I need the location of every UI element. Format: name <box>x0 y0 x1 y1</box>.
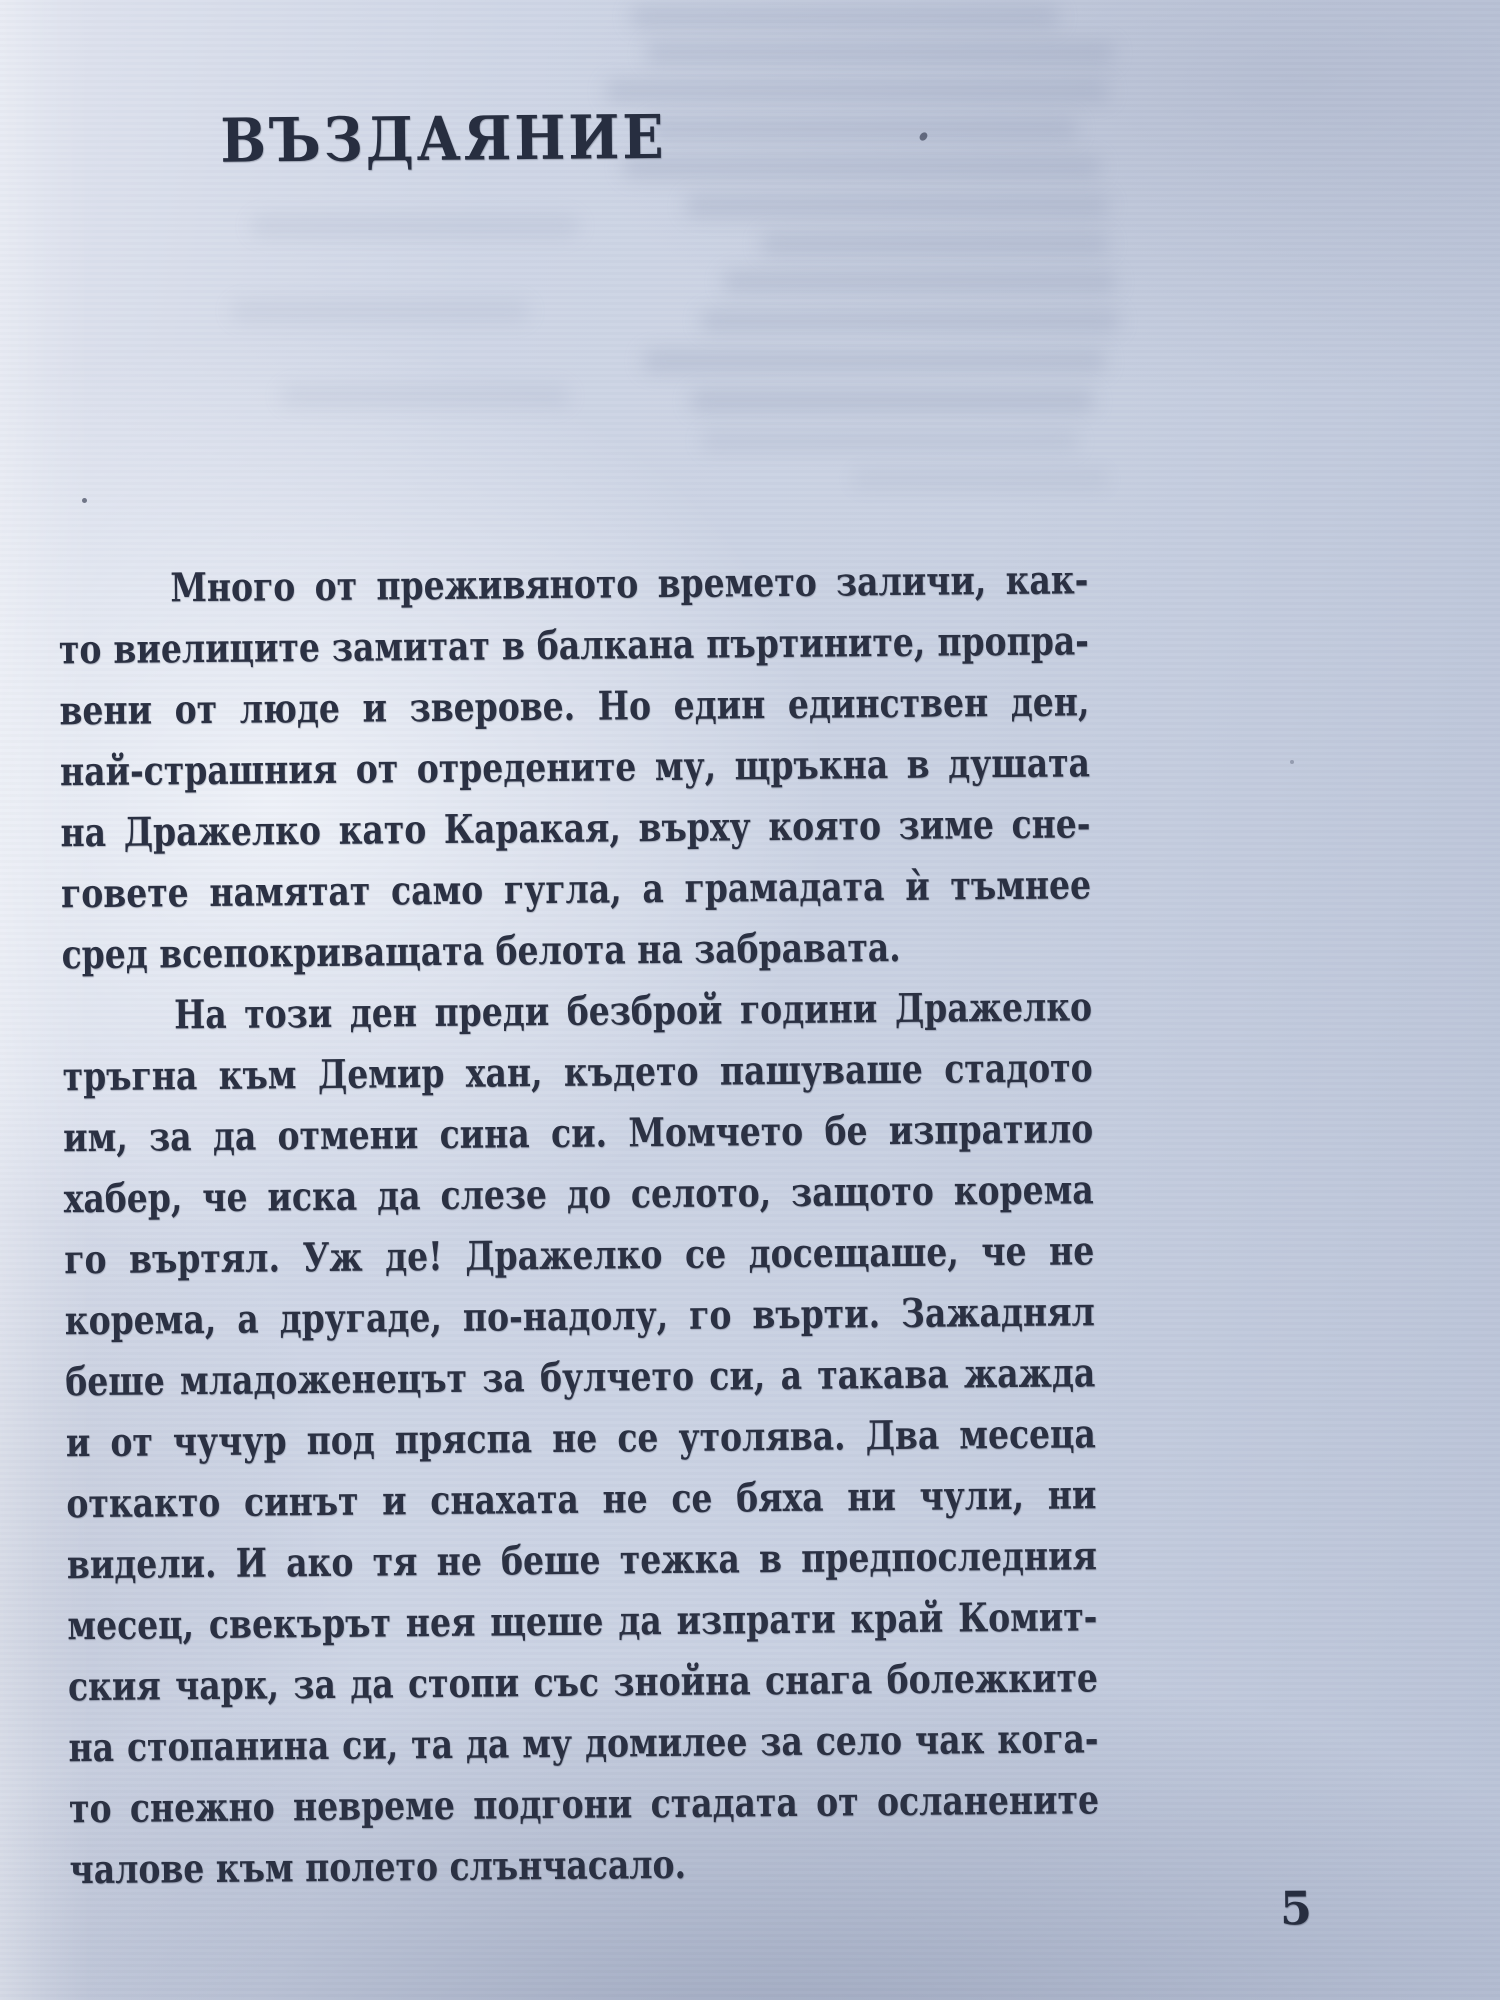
body-line: говете намятат само гугла, а грамадата ѝ тъмнее <box>60 861 1092 917</box>
body-line: сред всепокриващата белота на забравата. <box>61 923 901 978</box>
body-line: най-страшния от отредените му, щръкна в душата <box>59 739 1091 795</box>
body-text <box>58 549 1100 1900</box>
body-line: Много от преживяното времето заличи, как- <box>170 556 1089 611</box>
body-line: откакто синът и снахата не се бяха ни чули, ни <box>66 1471 1097 1527</box>
body-line: месец, свекърът нея щеше да изпрати край Комит- <box>67 1593 1098 1649</box>
body-line: им, за да отмени сина си. Момчето бе изпратило <box>62 1105 1094 1161</box>
body-line: корема, а другаде, по-надолу, го върти. Зажаднял <box>64 1288 1095 1344</box>
body-line: хабер, че иска да слезе до селото, защото корема <box>63 1166 1094 1222</box>
body-line: беше младоженецът за булчето си, а такава жажда <box>65 1349 1096 1405</box>
body-line: На този ден преди безброй години Дражелко <box>173 983 1093 1038</box>
body-line: ския чарк, за да стопи със знойна снага болежките <box>67 1654 1099 1710</box>
body-line: и от чучур под пряспа не се утолява. Два месеца <box>65 1410 1097 1466</box>
body-line: на стопанина си, та да му домилее за село чак кога- <box>68 1715 1099 1771</box>
body-line: вени от люде и зверове. Но един единствен ден, <box>59 678 1090 734</box>
page-number: 5 <box>1279 1881 1313 1936</box>
body-line: видели. И ако тя не беше тежка в предпоследния <box>66 1532 1098 1588</box>
body-line: то снежно невреме подгони стадата от осланените <box>68 1776 1100 1832</box>
body-line: чалове към полето слънчасало. <box>69 1840 687 1893</box>
body-line: то виелиците замитат в балкана пъртините, пропра- <box>58 617 1090 673</box>
body-line: тръгна към Демир хан, където пашуваше стадото <box>62 1044 1093 1100</box>
chapter-title: ВЪЗДАЯНИЕ <box>220 100 667 177</box>
body-line: го въртял. Уж де! Дражелко се досещаше, че не <box>64 1227 1095 1283</box>
body-line: на Дражелко като Каракая, върху която зиме сне- <box>60 800 1091 856</box>
